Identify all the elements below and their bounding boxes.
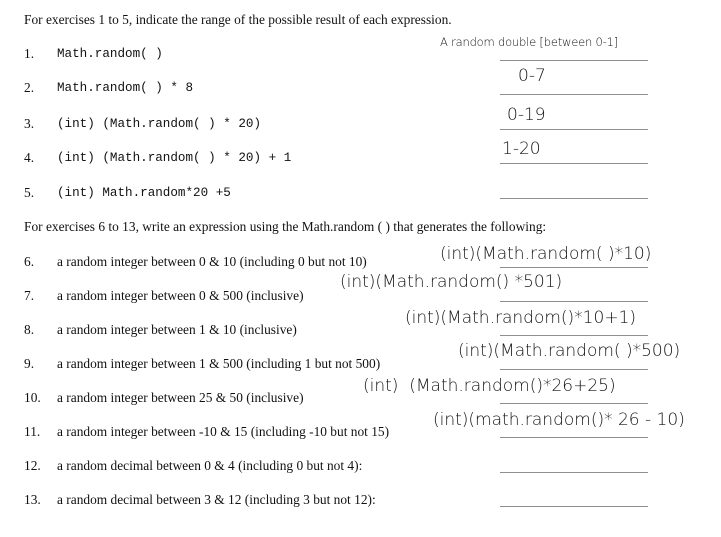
item-number: 3. bbox=[24, 116, 35, 131]
handwritten-answer: (int)(Math.random()*10+1) bbox=[405, 308, 637, 328]
answer-line bbox=[500, 472, 648, 473]
instruction-1: For exercises 1 to 5, indicate the range of the possible result of each expression. bbox=[24, 12, 452, 27]
item-number: 8. bbox=[24, 322, 35, 337]
question-text: a random integer between 25 & 50 (inclusive) bbox=[57, 390, 304, 405]
answer-line bbox=[500, 335, 648, 336]
answer-line bbox=[500, 163, 648, 164]
answer-line bbox=[500, 437, 648, 438]
item-number: 1. bbox=[24, 46, 35, 61]
expression: (int) Math.random*20 +5 bbox=[57, 186, 231, 200]
question-text: a random integer between 1 & 10 (inclusive) bbox=[57, 322, 297, 337]
item-number: 6. bbox=[24, 254, 35, 269]
handwritten-answer: 0-19 bbox=[507, 105, 546, 125]
handwritten-answer: (int)(Math.random( )*500) bbox=[458, 341, 681, 361]
expression: Math.random( ) * 8 bbox=[57, 81, 194, 95]
handwritten-answer: 0-7 bbox=[518, 66, 546, 86]
answer-line bbox=[500, 129, 648, 130]
answer-line bbox=[500, 403, 648, 404]
handwritten-answer: 1-20 bbox=[502, 139, 541, 159]
handwritten-answer: (int)(Math.random() *501) bbox=[340, 272, 563, 292]
item-number: 7. bbox=[24, 288, 35, 303]
answer-line bbox=[500, 369, 648, 370]
item-number: 5. bbox=[24, 185, 35, 200]
answer-line bbox=[500, 60, 648, 61]
question-text: a random decimal between 0 & 4 (including 0 but not 4): bbox=[57, 458, 363, 473]
item-number: 2. bbox=[24, 80, 35, 95]
expression: (int) (Math.random( ) * 20) + 1 bbox=[57, 151, 292, 165]
item-number: 13. bbox=[24, 492, 41, 507]
answer-line bbox=[500, 94, 648, 95]
answer-line bbox=[500, 506, 648, 507]
handwritten-answer: (int)(Math.random( )*10) bbox=[440, 244, 652, 264]
question-text: a random integer between 0 & 10 (including 0 but not 10) bbox=[57, 254, 367, 269]
instruction-2: For exercises 6 to 13, write an expression using the Math.random ( ) that generates the following: bbox=[24, 219, 547, 234]
item-number: 10. bbox=[24, 390, 41, 405]
question-text: a random integer between 1 & 500 (including 1 but not 500) bbox=[57, 356, 381, 371]
question-text: a random integer between -10 & 15 (including -10 but not 15) bbox=[57, 424, 390, 439]
question-text: a random integer between 0 & 500 (inclusive) bbox=[57, 288, 304, 303]
item-number: 12. bbox=[24, 458, 41, 473]
answer-line bbox=[500, 301, 648, 302]
handwritten-answer: (int) (Math.random()*26+25) bbox=[363, 376, 616, 396]
expression: (int) (Math.random( ) * 20) bbox=[57, 117, 262, 131]
item-number: 11. bbox=[24, 424, 41, 439]
handwritten-answer: (int)(math.random()* 26 - 10) bbox=[433, 410, 685, 430]
handwritten-note: A random double [between 0-1] bbox=[440, 35, 618, 49]
expression: Math.random( ) bbox=[57, 47, 163, 61]
item-number: 9. bbox=[24, 356, 35, 371]
item-number: 4. bbox=[24, 150, 35, 165]
question-text: a random decimal between 3 & 12 (including 3 but not 12): bbox=[57, 492, 376, 507]
answer-line bbox=[500, 198, 648, 199]
answer-line bbox=[500, 267, 648, 268]
